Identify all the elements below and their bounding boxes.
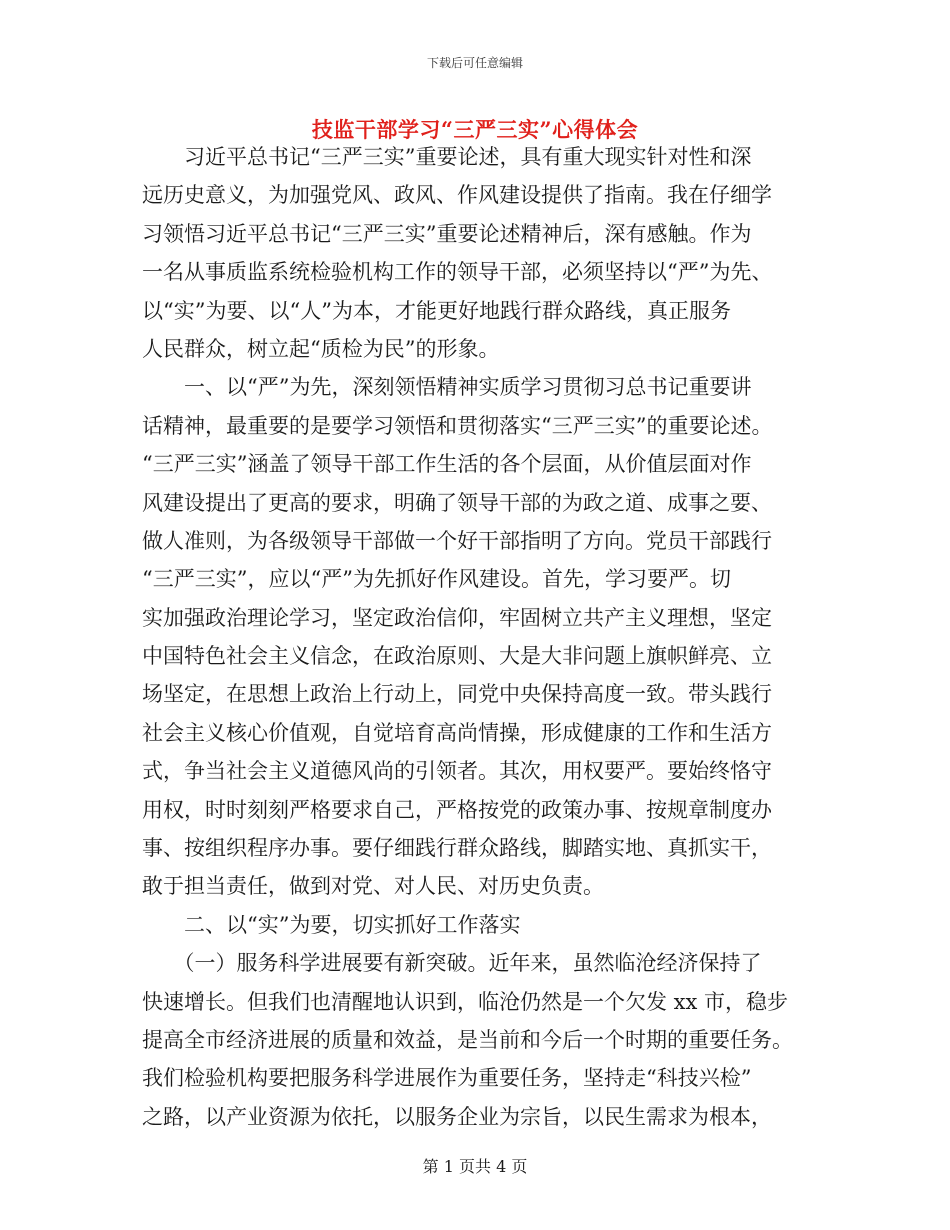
document-body xyxy=(142,138,800,1136)
body-line: 习领悟习近平总书记“三严三实”重要论述精神后，深有感触。作为 xyxy=(142,221,752,246)
body-line: 二、以“实”为要，切实抓好工作落实 xyxy=(142,912,521,937)
body-line: 做人准则，为各级领导干部做一个好干部指明了方向。党员干部践行 xyxy=(142,528,772,553)
body-line: 社会主义核心价值观，自觉培育高尚情操，形成健康的工作和生活方 xyxy=(142,720,772,745)
body-line: 一名从事质监系统检验机构工作的领导干部，必须坚持以“严”为先、 xyxy=(142,260,773,285)
body-line: 用权，时时刻刻严格要求自己，严格按党的政策办事、按规章制度办 xyxy=(142,797,772,822)
body-line: 实加强政治理论学习，坚定政治信仰，牢固树立共产主义理想，坚定 xyxy=(142,605,772,630)
body-line: “三严三实”涵盖了领导干部工作生活的各个层面，从价值层面对作 xyxy=(142,452,752,477)
page-number: 第 1 页共 4 页 xyxy=(422,1157,528,1176)
body-line: 人民群众，树立起“质检为民”的形象。 xyxy=(142,336,500,361)
body-line: 敢于担当责任，做到对党、对人民、对历史负责。 xyxy=(142,874,604,899)
body-line: 中国特色社会主义信念，在政治原则、大是大非问题上旗帜鲜亮、立 xyxy=(142,644,772,669)
body-line: 式，争当社会主义道德风尚的引领者。其次，用权要严。要始终恪守 xyxy=(142,759,772,784)
body-line: 一、以“严”为先，深刻领悟精神实质学习贯彻习总书记重要讲 xyxy=(142,375,752,400)
body-line: 场坚定，在思想上政治上行动上，同党中央保持高度一致。带头践行 xyxy=(142,682,772,707)
body-line: 习近平总书记“三严三实”重要论述，具有重大现实针对性和深 xyxy=(142,145,752,169)
body-line: 远历史意义，为加强党风、政风、作风建设提供了指南。我在仔细学 xyxy=(142,183,772,208)
body-line: （一）服务科学进展要有新突破。近年来，虽然临沧经济保持了 xyxy=(142,951,762,976)
page-header-note: 下载后可任意编辑 xyxy=(426,56,523,70)
body-line: 之路，以产业资源为依托，以服务企业为宗旨，以民生需求为根本， xyxy=(142,1104,772,1129)
body-line: 提高全市经济进展的质量和效益，是当前和今后一个时期的重要任务。 xyxy=(142,1027,793,1052)
document-title: 技监干部学习“三严三实”心得体会 xyxy=(311,117,639,142)
body-line: 事、按组织程序办事。要仔细践行群众路线，脚踏实地、真抓实干， xyxy=(142,836,772,861)
body-line: 以“实”为要、以“人”为本，才能更好地践行群众路线，真正服务 xyxy=(142,298,731,323)
body-line: 风建设提出了更高的要求，明确了领导干部的为政之道、成事之要、 xyxy=(142,490,772,515)
body-line: 我们检验机构要把服务科学进展作为重要任务，坚持走“科技兴检” xyxy=(142,1066,752,1091)
body-line: 快速增长。但我们也清醒地认识到，临沧仍然是一个欠发 xx 市，稳步 xyxy=(142,989,789,1014)
body-line: 话精神，最重要的是要学习领悟和贯彻落实“三严三实”的重要论述。 xyxy=(142,413,773,438)
body-line: “三严三实”，应以“严”为先抓好作风建设。首先，学习要严。切 xyxy=(142,567,731,592)
